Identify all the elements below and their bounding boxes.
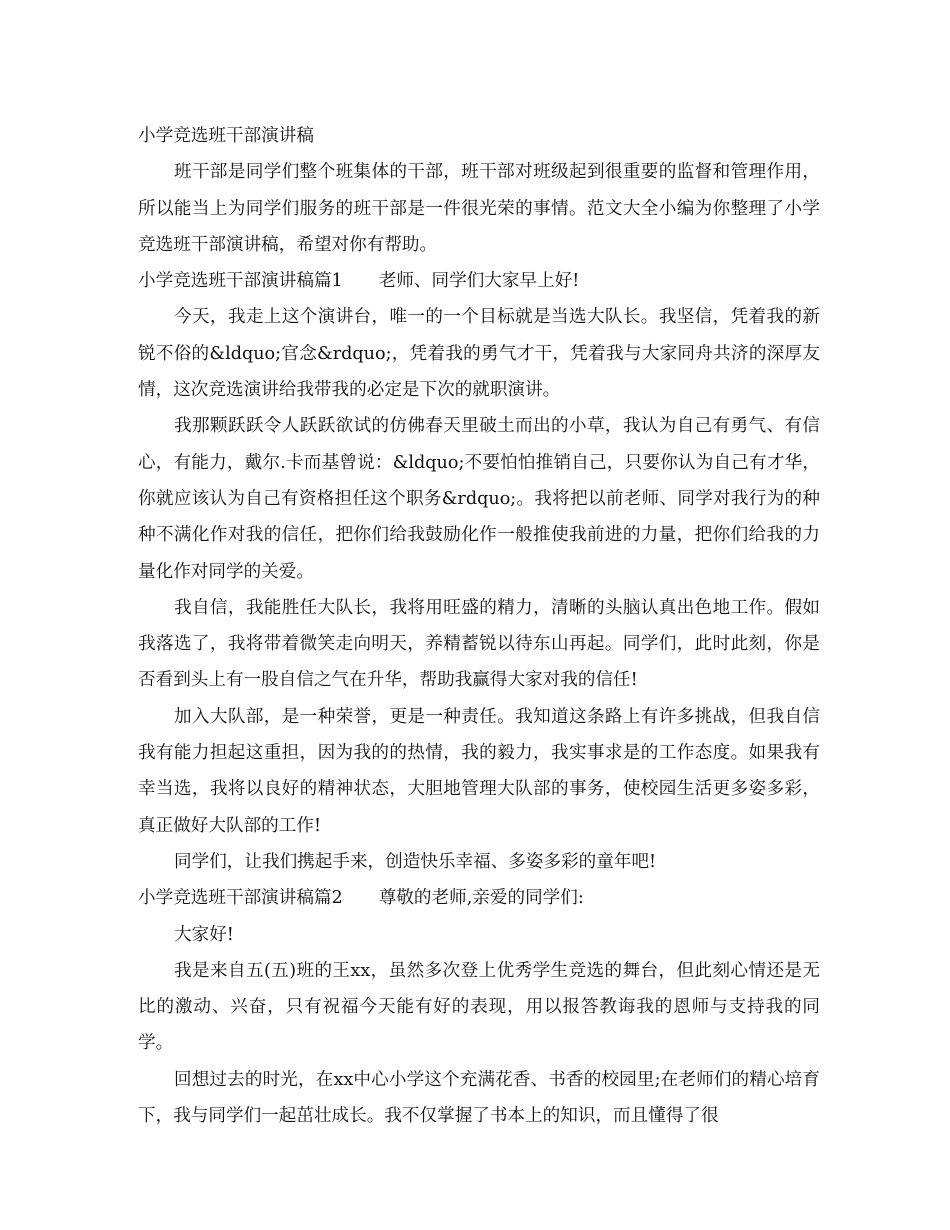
document-body <box>138 118 820 1134</box>
section-2-heading: 小学竞选班干部演讲稿篇2 <box>138 888 343 909</box>
section-1-greeting: 老师、同学们大家早上好! <box>378 271 580 292</box>
section-1-paragraph: 我那颗跃跃令人跃跃欲试的仿佛春天里破土而出的小草，我认为自己有勇气、有信心，有能力，戴尔.卡而基曾说：&ldquo;不要怕怕推销自己，只要你认为自己有才华，你就应该认为自己有资格担任这个职务&rdquo;。我将把以前老师、同学对我行为的种种不满化作对我的信任，把你们给我鼓励化作一般推使我前进的力量，把你们给我的力量化作对同学的关爱。 <box>138 416 820 582</box>
section-2-paragraph: 大家好! <box>174 924 234 945</box>
section-1-paragraph: 我自信，我能胜任大队长，我将用旺盛的精力，清晰的头脑认真出色地工作。假如我落选了，我将带着微笑走向明天，养精蓄锐以待东山再起。同学们，此时此刻，你是否看到头上有一股自信之气在升华，帮助我赢得大家对我的信任! <box>138 597 820 691</box>
section-1-paragraph: 加入大队部，是一种荣誉，更是一种责任。我知道这条路上有许多挑战，但我自信我有能力担起这重担，因为我的的热情，我的毅力，我实事求是的工作态度。如果我有幸当选，我将以良好的精神状态，大胆地管理大队部的事务，使校园生活更多姿多彩，真正做好大队部的工作! <box>138 706 820 836</box>
section-2-heading-line <box>138 880 820 916</box>
section-1-paragraph: 同学们，让我们携起手来，创造快乐幸福、多姿多彩的童年吧! <box>174 851 657 872</box>
section-2-paragraph: 回想过去的时光，在xx中心小学这个充满花香、书香的校园里;在老师们的精心培育下，我与同学们一起茁壮成长。我不仅掌握了书本上的知识，而且懂得了很 <box>138 1069 820 1127</box>
document-title: 小学竞选班干部演讲稿 <box>138 126 314 146</box>
section-1-heading-line <box>138 263 820 299</box>
section-2-paragraph: 我是来自五(五)班的王xx，虽然多次登上优秀学生竞选的舞台，但此刻心情还是无比的激动、兴奋，只有祝福今天能有好的表现，用以报答教诲我的恩师与支持我的同学。 <box>138 960 820 1054</box>
section-1-paragraph: 今天，我走上这个演讲台，唯一的一个目标就是当选大队长。我坚信，凭着我的新锐不俗的&ldquo;官念&rdquo;，凭着我的勇气才干，凭着我与大家同舟共济的深厚友情，这次竞选演讲给我带我的必定是下次的就职演讲。 <box>138 307 820 401</box>
section-1-heading: 小学竞选班干部演讲稿篇1 <box>138 271 343 292</box>
section-2-greeting: 尊敬的老师,亲爱的同学们: <box>378 888 584 909</box>
intro-paragraph: 班干部是同学们整个班集体的干部，班干部对班级起到很重要的监督和管理作用，所以能当上为同学们服务的班干部是一件很光荣的事情。范文大全小编为你整理了小学竞选班干部演讲稿，希望对你有帮助。 <box>138 162 820 255</box>
